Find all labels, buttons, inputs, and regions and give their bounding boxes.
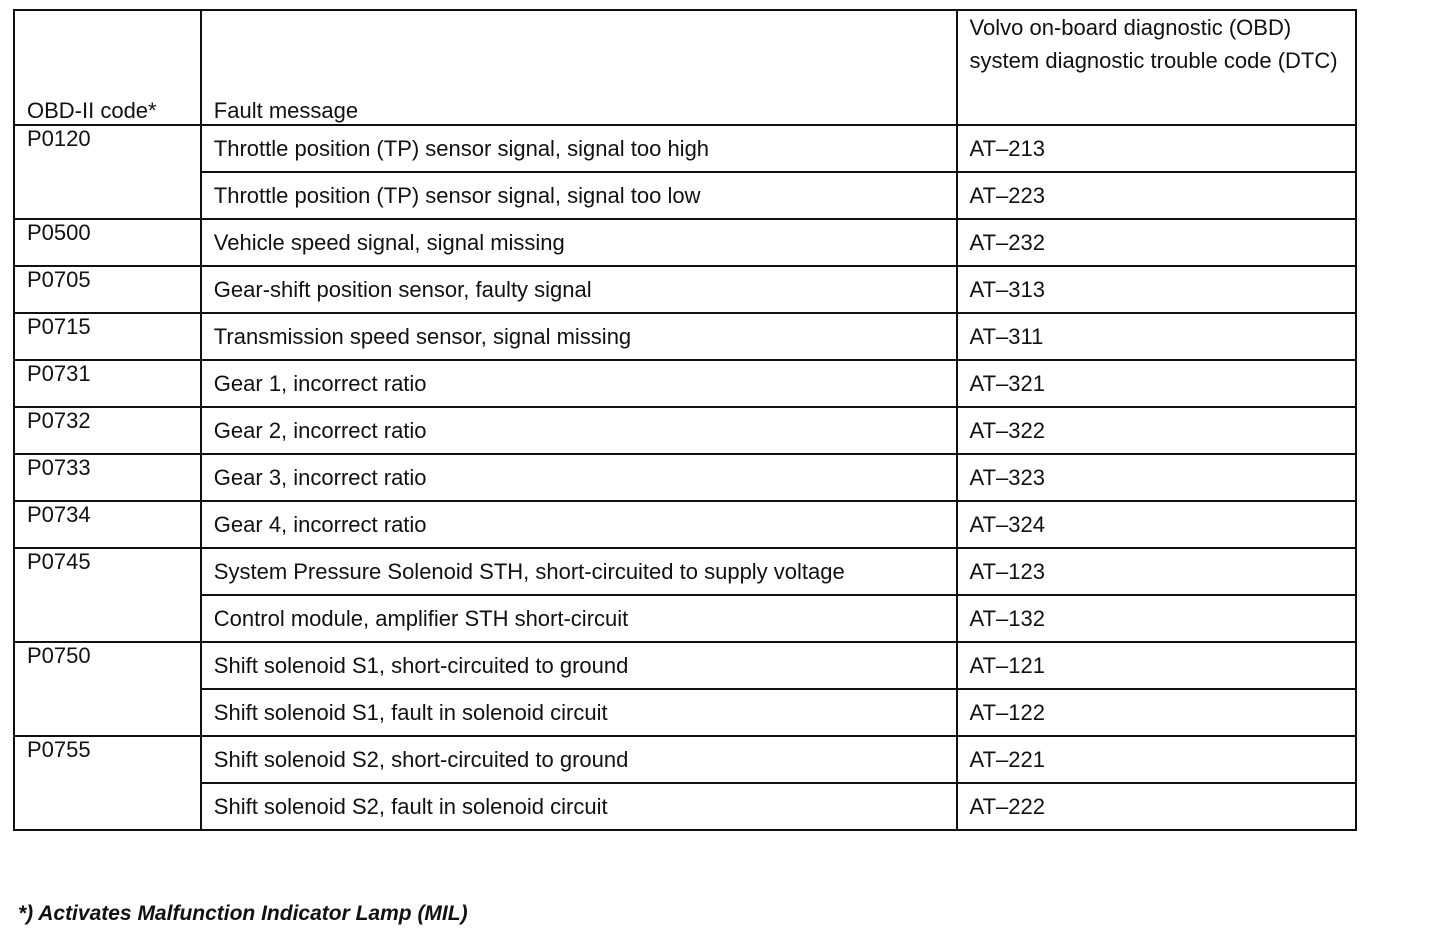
table-row <box>14 360 1356 407</box>
obd-code-cell: P0500 <box>14 219 201 266</box>
fault-message-cell: Transmission speed sensor, signal missing <box>201 313 957 360</box>
fault-message-cell: Gear 1, incorrect ratio <box>201 360 957 407</box>
obd-code-cell: P0745 <box>14 548 201 642</box>
table-row <box>14 501 1356 548</box>
obd-code-cell: P0731 <box>14 360 201 407</box>
dtc-cell: AT–321 <box>957 360 1356 407</box>
obd-code-cell: P0734 <box>14 501 201 548</box>
header-fault-message: Fault message <box>201 10 957 125</box>
fault-message-cell: Throttle position (TP) sensor signal, signal too low <box>201 172 957 219</box>
obd-code-cell: P0715 <box>14 313 201 360</box>
dtc-cell: AT–121 <box>957 642 1356 689</box>
dtc-cell: AT–132 <box>957 595 1356 642</box>
table-row <box>14 783 1356 830</box>
dtc-cell: AT–213 <box>957 125 1356 172</box>
dtc-cell: AT–324 <box>957 501 1356 548</box>
table-row <box>14 642 1356 689</box>
table-row <box>14 219 1356 266</box>
table-row <box>14 689 1356 736</box>
table-row <box>14 172 1356 219</box>
header-obd-code: OBD-II code* <box>14 10 201 125</box>
dtc-cell: AT–122 <box>957 689 1356 736</box>
dtc-cell: AT–232 <box>957 219 1356 266</box>
fault-message-cell: Gear 2, incorrect ratio <box>201 407 957 454</box>
fault-message-cell: System Pressure Solenoid STH, short-circuited to supply voltage <box>201 548 957 595</box>
obd-code-cell: P0750 <box>14 642 201 736</box>
header-row <box>14 10 1356 125</box>
header-volvo-dtc: Volvo on-board diagnostic (OBD) system diagnostic trouble code (DTC) <box>957 10 1356 125</box>
table-row <box>14 595 1356 642</box>
dtc-cell: AT–323 <box>957 454 1356 501</box>
obd-code-cell: P0733 <box>14 454 201 501</box>
fault-message-cell: Throttle position (TP) sensor signal, signal too high <box>201 125 957 172</box>
dtc-cell: AT–123 <box>957 548 1356 595</box>
fault-message-cell: Shift solenoid S1, fault in solenoid circuit <box>201 689 957 736</box>
fault-message-cell: Shift solenoid S1, short-circuited to ground <box>201 642 957 689</box>
dtc-cell: AT–313 <box>957 266 1356 313</box>
table-row <box>14 407 1356 454</box>
table-row <box>14 736 1356 783</box>
dtc-cell: AT–311 <box>957 313 1356 360</box>
dtc-cell: AT–223 <box>957 172 1356 219</box>
dtc-table <box>13 9 1357 831</box>
table-body <box>14 125 1356 830</box>
fault-message-cell: Shift solenoid S2, fault in solenoid circuit <box>201 783 957 830</box>
fault-message-cell: Gear 4, incorrect ratio <box>201 501 957 548</box>
fault-message-cell: Shift solenoid S2, short-circuited to ground <box>201 736 957 783</box>
obd-code-cell: P0120 <box>14 125 201 219</box>
fault-message-cell: Control module, amplifier STH short-circuit <box>201 595 957 642</box>
fault-message-cell: Gear 3, incorrect ratio <box>201 454 957 501</box>
table-row <box>14 548 1356 595</box>
table-row <box>14 454 1356 501</box>
fault-message-cell: Vehicle speed signal, signal missing <box>201 219 957 266</box>
footnote: *) Activates Malfunction Indicator Lamp (MIL) <box>18 902 468 925</box>
dtc-cell: AT–221 <box>957 736 1356 783</box>
obd-code-cell: P0732 <box>14 407 201 454</box>
dtc-cell: AT–322 <box>957 407 1356 454</box>
table-row <box>14 125 1356 172</box>
table-row <box>14 313 1356 360</box>
table-row <box>14 266 1356 313</box>
obd-code-cell: P0705 <box>14 266 201 313</box>
obd-code-cell: P0755 <box>14 736 201 830</box>
fault-message-cell: Gear-shift position sensor, faulty signal <box>201 266 957 313</box>
dtc-cell: AT–222 <box>957 783 1356 830</box>
